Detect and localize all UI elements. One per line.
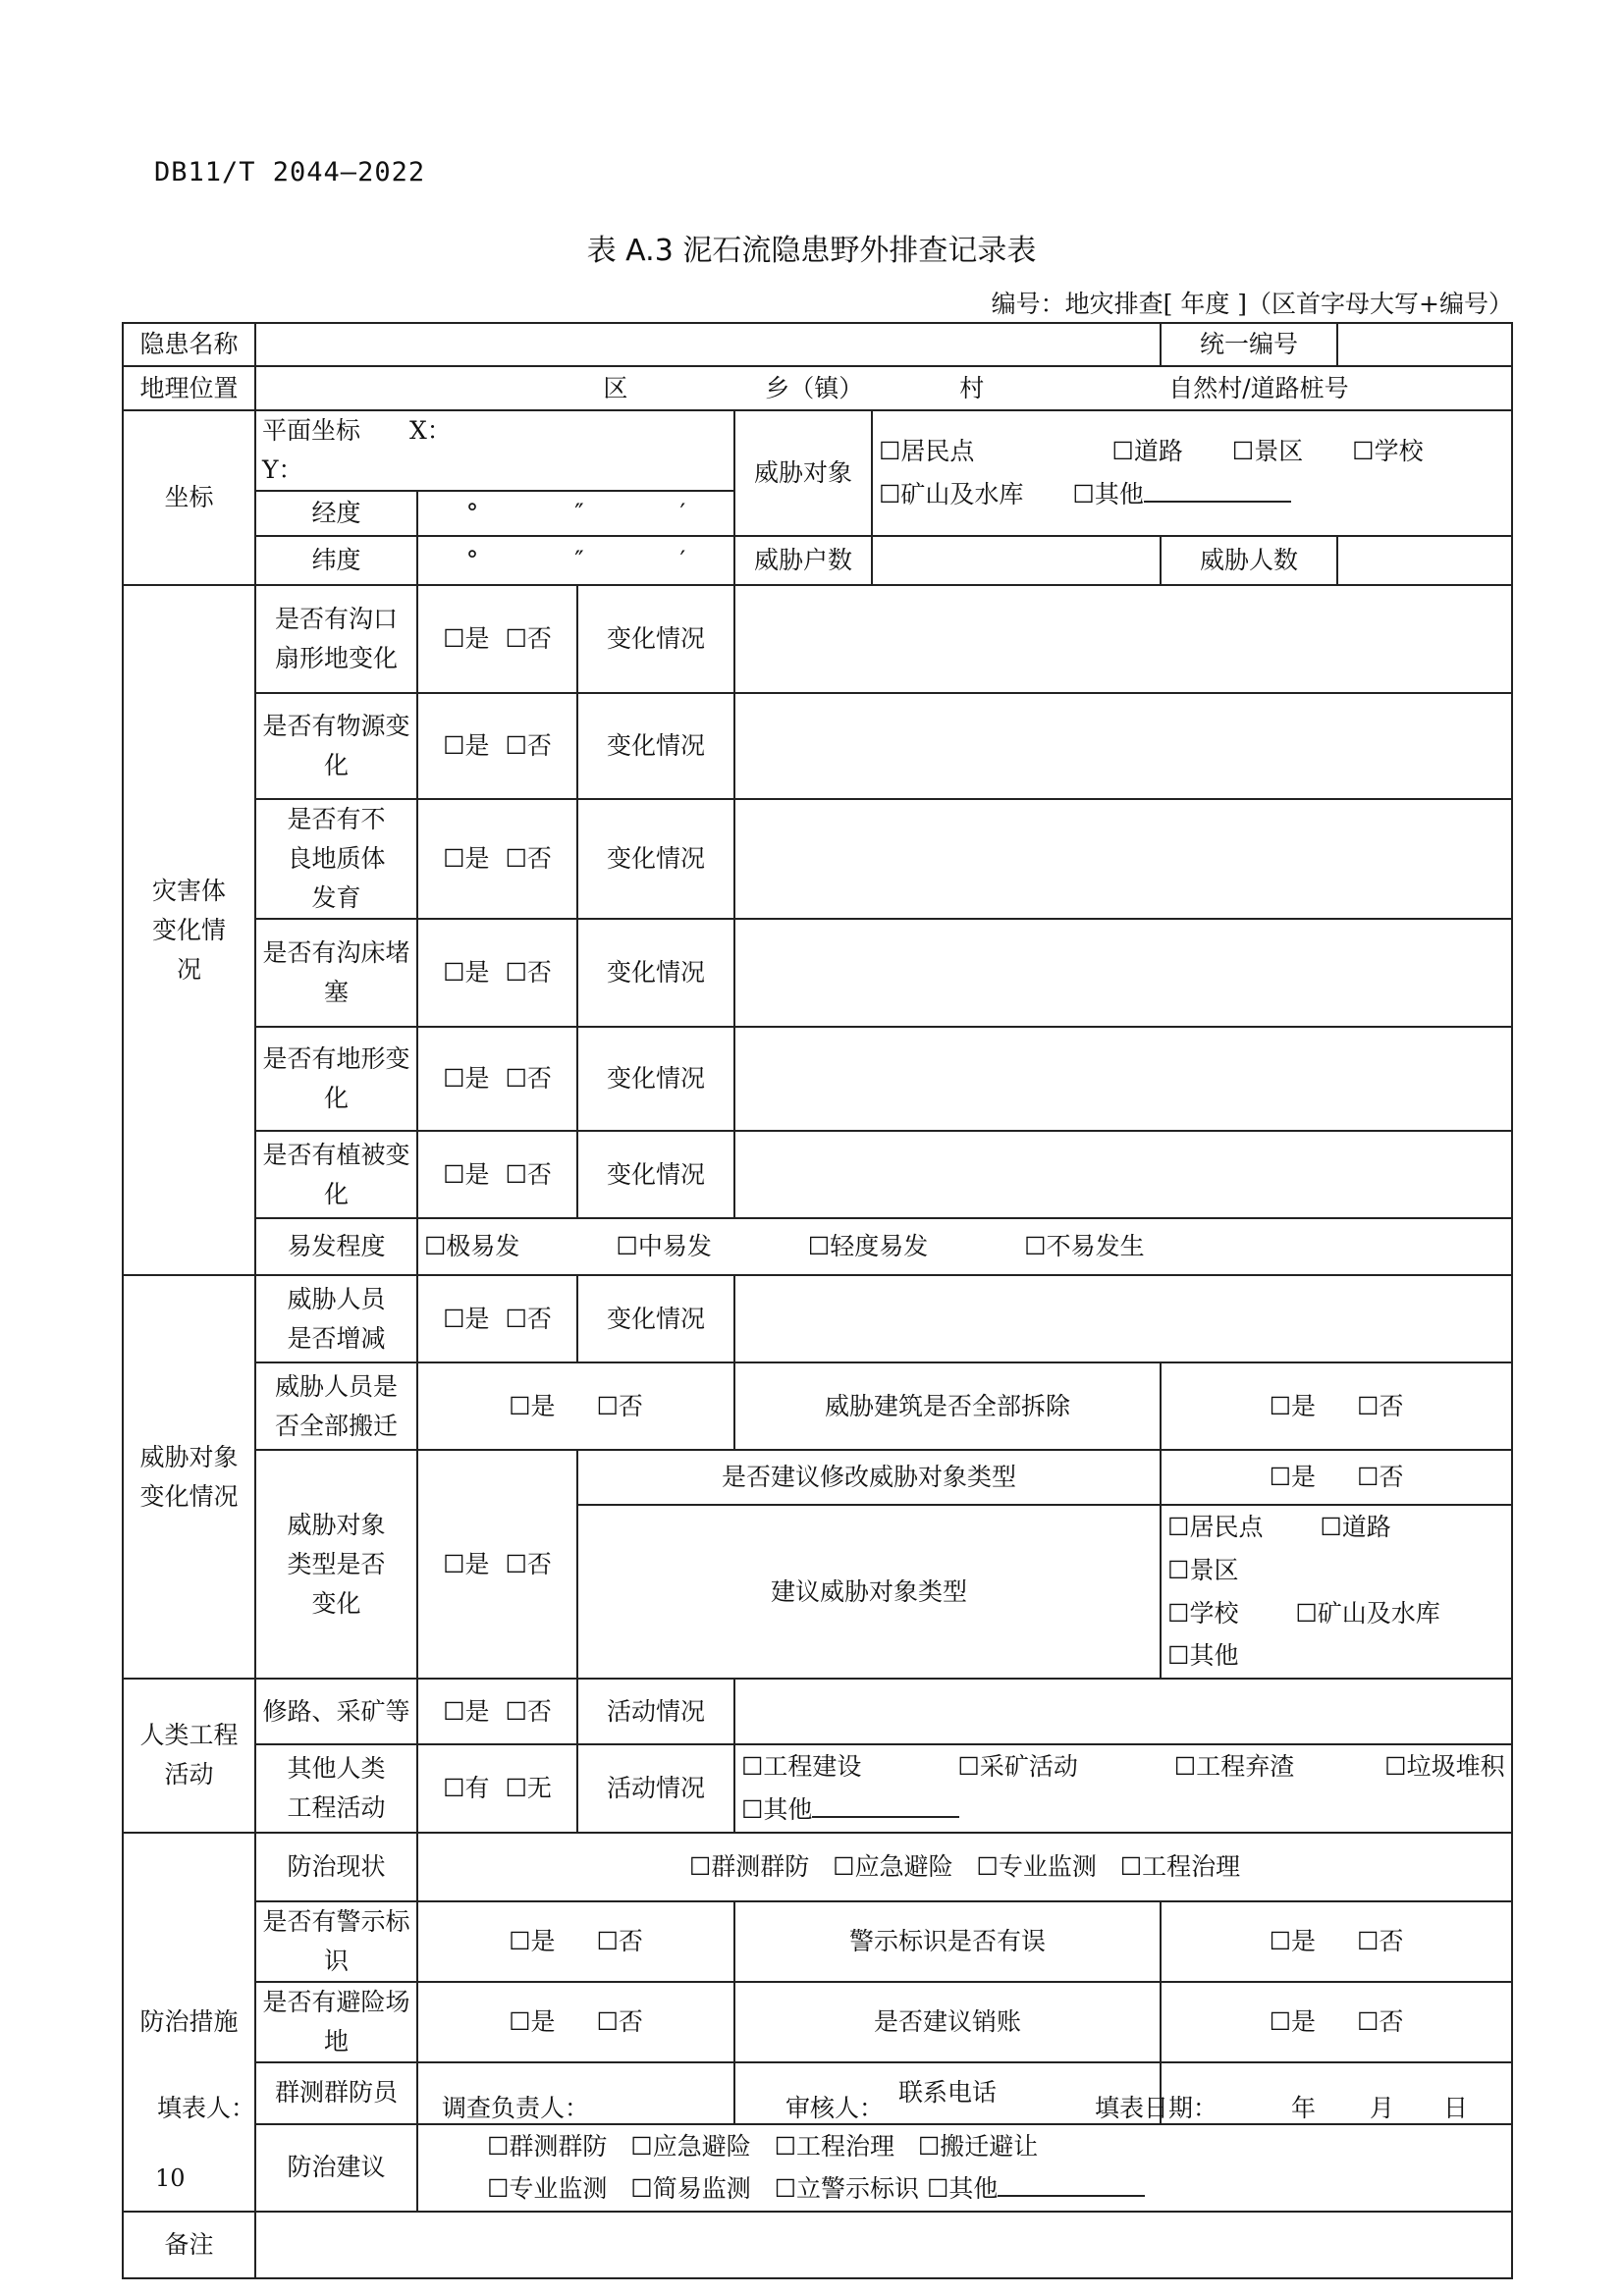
label-human-activity: 人类工程活动 — [123, 1679, 255, 1833]
pro-monitor-checkbox[interactable]: ☐ 专业监测 — [487, 2167, 607, 2211]
construction-checkbox[interactable]: ☐ 工程建设 — [741, 1745, 861, 1789]
day-label: 日 — [1443, 2094, 1469, 2122]
other-human-question: 其他人类工程活动 — [255, 1744, 417, 1833]
people-change-question: 威胁人员是否增减 — [255, 1275, 417, 1362]
households-field[interactable] — [872, 536, 1161, 585]
terrain-yes-no — [417, 1027, 577, 1131]
label-change: 变化情况 — [577, 1027, 734, 1131]
shelter-yes-no — [417, 1982, 734, 2062]
district-label: 区 — [603, 373, 628, 402]
terrain-change-field[interactable] — [734, 1027, 1512, 1131]
no-checkbox[interactable]: ☐ 否 — [1357, 2002, 1403, 2042]
activity-options — [734, 1744, 1512, 1833]
vegetation-yes-no — [417, 1131, 577, 1218]
label-unified-no: 统一编号 — [1161, 323, 1337, 366]
unified-no-field[interactable] — [1337, 323, 1512, 366]
buildings-removed-question: 威胁建筑是否全部拆除 — [734, 1362, 1161, 1450]
no-checkbox[interactable]: ☐ 否 — [505, 953, 551, 992]
hazard-name-field[interactable] — [255, 323, 1161, 366]
year-label: 年 — [1291, 2094, 1317, 2122]
resident-checkbox[interactable]: ☐ 居民点 — [1167, 1506, 1263, 1549]
suggest-modify-question: 是否建议修改威胁对象类型 — [577, 1450, 1161, 1505]
no-checkbox[interactable]: ☐ 否 — [505, 1692, 551, 1732]
label-coords: 坐标 — [123, 410, 255, 585]
pro-monitor-checkbox[interactable]: ☐ 专业监测 — [976, 1847, 1096, 1887]
garbage-checkbox[interactable]: ☐ 垃圾堆积 — [1384, 1745, 1504, 1789]
scenic-checkbox[interactable]: ☐ 景区 — [1232, 430, 1303, 473]
no-checkbox[interactable]: ☐ 否 — [505, 1545, 551, 1584]
no-checkbox[interactable]: ☐ 否 — [597, 1387, 643, 1426]
terrain-question: 是否有地形变化 — [255, 1027, 417, 1131]
label-threat-object: 威胁对象 — [734, 410, 872, 536]
fan-question: 是否有沟口扇形地变化 — [255, 585, 417, 693]
no-checkbox[interactable]: ☐ 否 — [597, 1922, 643, 1961]
village-label: 村 — [959, 373, 985, 402]
people-change-yes-no — [417, 1275, 577, 1362]
yes-checkbox[interactable]: ☐ 是 — [443, 1692, 489, 1732]
cancel-yes-no — [1161, 1982, 1512, 2062]
yes-checkbox[interactable]: ☐ 是 — [509, 1387, 555, 1426]
label-change: 变化情况 — [577, 919, 734, 1027]
people-field[interactable] — [1337, 536, 1512, 585]
fan-yes-no — [417, 585, 577, 693]
none-checkbox[interactable]: ☐ 无 — [505, 1769, 551, 1808]
road-checkbox[interactable]: ☐ 道路 — [1111, 430, 1182, 473]
label-activity: 活动情况 — [577, 1744, 734, 1833]
mass-monitor-checkbox[interactable]: ☐ 群测群防 — [689, 1847, 809, 1887]
no-checkbox[interactable]: ☐ 否 — [505, 839, 551, 879]
deg-symbol: ° — [465, 546, 479, 574]
label-households: 威胁户数 — [734, 536, 872, 585]
label-change: 变化情况 — [577, 585, 734, 693]
yes-checkbox[interactable]: ☐ 是 — [1270, 1387, 1316, 1426]
suggestion-options — [417, 2124, 1512, 2213]
blockage-change-field[interactable] — [734, 919, 1512, 1027]
filler-label: 填表人： — [157, 2094, 256, 2122]
suggest-type-options — [1161, 1505, 1512, 1679]
remark-label: 备注 — [123, 2212, 255, 2278]
min-symbol: ′ — [679, 499, 686, 527]
buildings-removed-yes-no — [1161, 1362, 1512, 1450]
suggest-type-label: 建议威胁对象类型 — [577, 1505, 1161, 1679]
type-changed-question: 威胁对象类型是否变化 — [255, 1450, 417, 1679]
geology-change-field[interactable] — [734, 799, 1512, 919]
school-checkbox[interactable]: ☐ 学校 — [1352, 430, 1423, 473]
label-people: 威胁人数 — [1161, 536, 1337, 585]
yes-checkbox[interactable]: ☐ 是 — [1270, 1922, 1316, 1961]
yes-checkbox[interactable]: ☐ 是 — [443, 1545, 489, 1584]
yes-checkbox[interactable]: ☐ 是 — [443, 1300, 489, 1339]
form-title: 表 A.3 泥石流隐患野外排查记录表 — [586, 234, 1037, 268]
other-blank[interactable] — [1144, 479, 1291, 503]
yes-checkbox[interactable]: ☐ 是 — [443, 726, 489, 766]
road-mine-yes-no — [417, 1679, 577, 1744]
natural-village-label: 自然村/道路桩号 — [1168, 373, 1349, 402]
simple-monitor-checkbox[interactable]: ☐ 简易监测 — [630, 2167, 750, 2211]
extreme-checkbox[interactable]: ☐ 极易发 — [424, 1227, 519, 1266]
yes-checkbox[interactable]: ☐ 是 — [443, 839, 489, 879]
phone-label: 联系电话 — [734, 2062, 1161, 2124]
no-checkbox[interactable]: ☐ 否 — [505, 1300, 551, 1339]
label-change: 变化情况 — [577, 1131, 734, 1218]
susceptibility-options — [417, 1218, 1512, 1275]
mass-monitor-checkbox[interactable]: ☐ 群测群防 — [487, 2125, 607, 2168]
cancel-question: 是否建议销账 — [734, 1982, 1161, 2062]
type-changed-yes-no — [417, 1450, 577, 1679]
other-blank[interactable] — [812, 1794, 959, 1818]
yes-checkbox[interactable]: ☐ 是 — [509, 1922, 555, 1961]
yes-checkbox[interactable]: ☐ 是 — [443, 1155, 489, 1195]
relocate-checkbox[interactable]: ☐ 搬迁避让 — [918, 2125, 1038, 2168]
serial-number-line: 编号：地灾排查[ 年度 ]（区首字母大写+编号） — [991, 290, 1513, 318]
label-change: 变化情况 — [577, 1275, 734, 1362]
people-change-field[interactable] — [734, 1275, 1512, 1362]
yes-checkbox[interactable]: ☐ 是 — [443, 619, 489, 659]
resident-checkbox[interactable]: ☐ 居民点 — [879, 430, 974, 473]
yes-checkbox[interactable]: ☐ 是 — [443, 1059, 489, 1098]
people-moved-question: 威胁人员是否全部搬迁 — [255, 1362, 417, 1450]
label-change: 变化情况 — [577, 693, 734, 799]
plane-coords-field[interactable] — [255, 410, 734, 491]
no-checkbox[interactable]: ☐ 否 — [597, 2002, 643, 2042]
source-yes-no — [417, 693, 577, 799]
waste-checkbox[interactable]: ☐ 工程弃渣 — [1174, 1745, 1294, 1789]
label-disaster-change: 灾害体变化情况 — [123, 585, 255, 1275]
light-checkbox[interactable]: ☐ 轻度易发 — [808, 1227, 928, 1266]
township-label: 乡（镇） — [765, 373, 864, 402]
no-checkbox[interactable]: ☐ 否 — [505, 726, 551, 766]
label-longitude: 经度 — [255, 491, 417, 536]
survey-form-table — [122, 322, 1513, 2279]
label-latitude: 纬度 — [255, 536, 417, 585]
status-options — [417, 1833, 1512, 1901]
suggest-modify-yes-no — [1161, 1450, 1512, 1505]
other-checkbox[interactable]: ☐ 其他 — [1072, 473, 1143, 516]
blockage-question: 是否有沟床堵塞 — [255, 919, 417, 1027]
sec-symbol: ″ — [574, 499, 584, 527]
mine-checkbox[interactable]: ☐ 矿山及水库 — [1295, 1592, 1439, 1635]
medium-checkbox[interactable]: ☐ 中易发 — [616, 1227, 711, 1266]
document-code: DB11/T 2044—2022 — [154, 157, 426, 187]
other-human-have-none — [417, 1744, 577, 1833]
plane-coords-label: 平面坐标 — [262, 416, 361, 445]
sign-wrong-yes-no — [1161, 1901, 1512, 1982]
geology-question: 是否有不良地质体发育 — [255, 799, 417, 919]
shelter-question: 是否有避险场地 — [255, 1982, 417, 2062]
vegetation-change-field[interactable] — [734, 1131, 1512, 1218]
date-label: 填表日期： — [1095, 2094, 1218, 2122]
deg-symbol: ° — [465, 499, 479, 527]
road-mine-activity-field[interactable] — [734, 1679, 1512, 1744]
y-label: Y： — [262, 455, 303, 484]
other-blank[interactable] — [998, 2173, 1145, 2197]
sign-wrong-question: 警示标识是否有误 — [734, 1901, 1161, 1982]
source-change-field[interactable] — [734, 693, 1512, 799]
location-field[interactable] — [255, 366, 1512, 410]
investigator-label: 调查负责人： — [442, 2094, 590, 2122]
blockage-yes-no — [417, 919, 577, 1027]
source-question: 是否有物源变化 — [255, 693, 417, 799]
yes-checkbox[interactable]: ☐ 是 — [509, 2002, 555, 2042]
road-checkbox[interactable]: ☐ 道路 — [1320, 1506, 1390, 1549]
other-checkbox[interactable]: ☐ 其他 — [741, 1789, 812, 1832]
label-change: 变化情况 — [577, 799, 734, 919]
x-label: X： — [408, 416, 452, 445]
yes-checkbox[interactable]: ☐ 是 — [1270, 2002, 1316, 2042]
road-mine-question: 修路、采矿等 — [255, 1679, 417, 1744]
other-checkbox[interactable]: ☐ 其他 — [1167, 1634, 1238, 1678]
mining-checkbox[interactable]: ☐ 采矿活动 — [957, 1745, 1077, 1789]
people-moved-yes-no — [417, 1362, 734, 1450]
no-checkbox[interactable]: ☐ 否 — [1357, 1922, 1403, 1961]
warning-sign-question: 是否有警示标识 — [255, 1901, 417, 1982]
have-checkbox[interactable]: ☐ 有 — [443, 1769, 489, 1808]
other-checkbox[interactable]: ☐ 其他 — [927, 2167, 998, 2211]
longitude-field[interactable] — [417, 491, 734, 536]
label-location: 地理位置 — [123, 366, 255, 410]
remark-field[interactable] — [255, 2212, 1512, 2278]
sec-symbol: ″ — [574, 546, 584, 574]
latitude-field[interactable] — [417, 536, 734, 585]
label-threat-change: 威胁对象变化情况 — [123, 1275, 255, 1679]
label-susceptibility: 易发程度 — [255, 1218, 417, 1275]
not-prone-checkbox[interactable]: ☐ 不易发生 — [1024, 1227, 1144, 1266]
fan-change-field[interactable] — [734, 585, 1512, 693]
emergency-checkbox[interactable]: ☐ 应急避险 — [833, 1847, 952, 1887]
no-checkbox[interactable]: ☐ 否 — [1357, 1387, 1403, 1426]
label-prevention: 防治措施 — [123, 1833, 255, 2213]
min-symbol: ′ — [679, 546, 686, 574]
mine-checkbox[interactable]: ☐ 矿山及水库 — [879, 473, 1023, 516]
monitor-person-label: 群测群防员 — [255, 2062, 417, 2124]
engineering-checkbox[interactable]: ☐ 工程治理 — [775, 2125, 894, 2168]
status-label: 防治现状 — [255, 1833, 417, 1901]
geology-yes-no — [417, 799, 577, 919]
warning-sign-yes-no — [417, 1901, 734, 1982]
school-checkbox[interactable]: ☐ 学校 — [1167, 1592, 1238, 1635]
signature-footer — [157, 2089, 1473, 2124]
yes-checkbox[interactable]: ☐ 是 — [443, 953, 489, 992]
suggestion-label: 防治建议 — [255, 2124, 417, 2213]
threat-object-options — [872, 410, 1512, 536]
no-checkbox[interactable]: ☐ 否 — [505, 1155, 551, 1195]
set-sign-checkbox[interactable]: ☐ 立警示标识 — [775, 2167, 919, 2211]
yes-checkbox[interactable]: ☐ 是 — [1270, 1458, 1316, 1497]
vegetation-question: 是否有植被变化 — [255, 1131, 417, 1218]
no-checkbox[interactable]: ☐ 否 — [505, 619, 551, 659]
no-checkbox[interactable]: ☐ 否 — [505, 1059, 551, 1098]
engineering-checkbox[interactable]: ☐ 工程治理 — [1120, 1847, 1240, 1887]
label-hazard-name: 隐患名称 — [123, 323, 255, 366]
emergency-checkbox[interactable]: ☐ 应急避险 — [630, 2125, 750, 2168]
month-label: 月 — [1370, 2094, 1395, 2122]
no-checkbox[interactable]: ☐ 否 — [1357, 1458, 1403, 1497]
label-activity: 活动情况 — [577, 1679, 734, 1744]
page-number: 10 — [155, 2164, 186, 2192]
scenic-checkbox[interactable]: ☐ 景区 — [1167, 1549, 1238, 1592]
reviewer-label: 审核人： — [785, 2094, 885, 2122]
